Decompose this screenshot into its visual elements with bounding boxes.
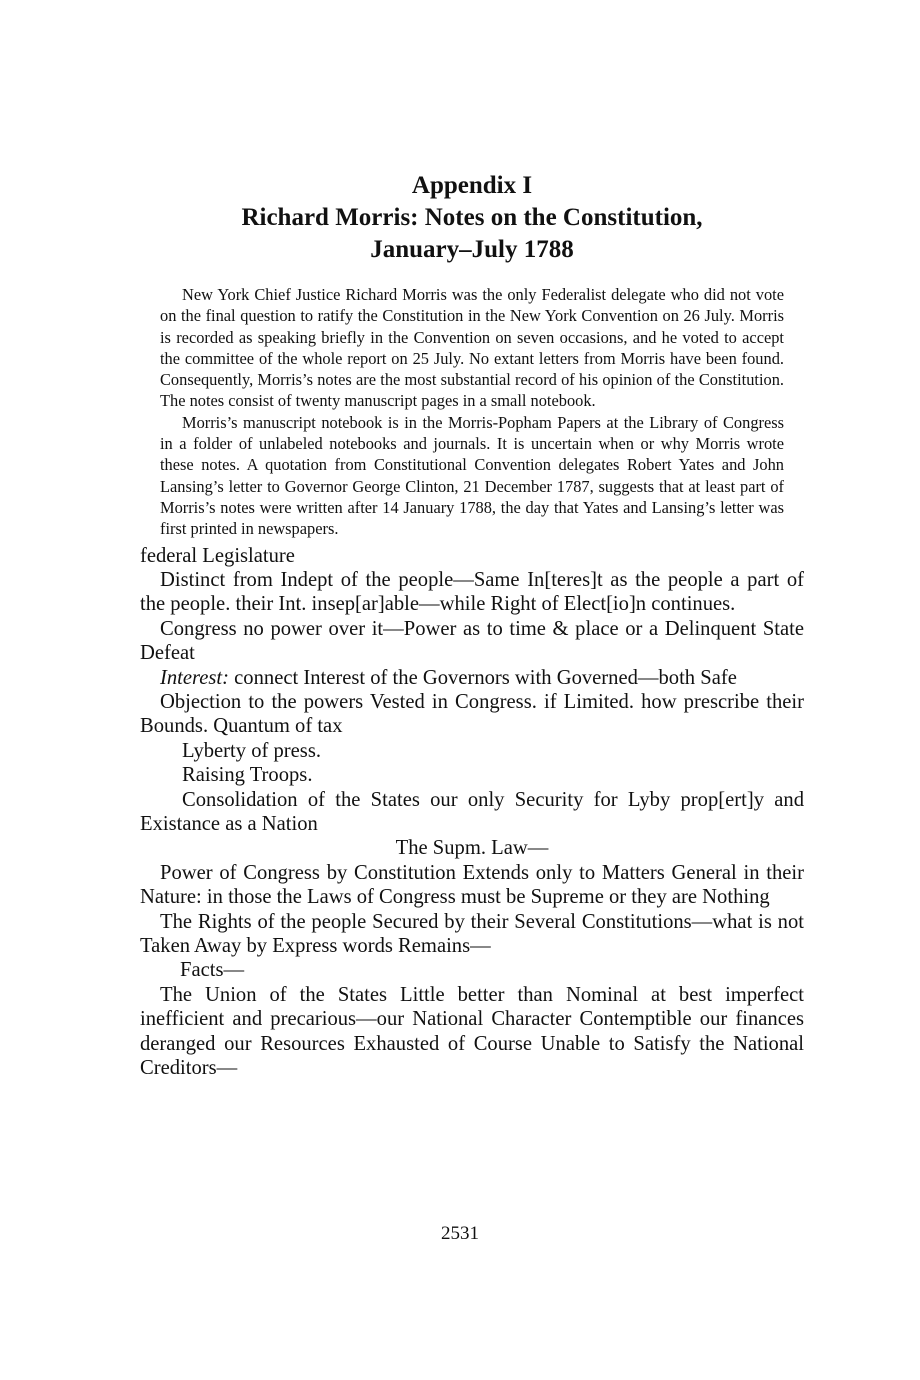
document-page	[140, 170, 804, 1081]
notes-paragraph: Consolidation of the States our only Security for Lyby prop[ert]y and Existance as a Nation	[140, 788, 804, 836]
notes-paragraph: Objection to the powers Vested in Congress. if Limited. how prescribe their Bounds. Quantum of tax	[140, 691, 804, 738]
intro-paragraph: New York Chief Justice Richard Morris was the only Federalist delegate who did not vote on the final question to ratify the Constitution in the New York Convention on 26 July. Morris is recorded as speaking briefly in the Convention on seven occasions, and he voted to accept the committee of the whole report on 25 July. No extant letters from Morris have been found. Consequently, Morris’s notes are the most substantial record of his opinion of the Constitution. The notes consist of twenty manuscript pages in a small notebook.	[160, 285, 784, 411]
appendix-heading	[140, 170, 804, 266]
appendix-date-range: January–July 1788	[370, 236, 574, 263]
morris-notes	[140, 544, 804, 1081]
notes-paragraph: Power of Congress by Constitution Extends only to Matters General in their Nature: in those the Laws of Congress must be Supreme or they are Nothing	[140, 861, 804, 909]
interest-text: connect Interest of the Governors with Governed—both Safe	[229, 666, 737, 689]
page-number: 2531	[441, 1223, 479, 1244]
appendix-title: Appendix I	[411, 172, 533, 199]
notes-subheading: The Supm. Law—	[395, 837, 549, 860]
interest-label: Interest:	[160, 666, 230, 689]
appendix-subtitle: Richard Morris: Notes on the Constitution,	[241, 204, 703, 231]
notes-paragraph: Congress no power over it—Power as to time & place or a Delinquent State Defeat	[140, 617, 804, 665]
editorial-introduction	[160, 284, 784, 540]
notes-paragraph: The Rights of the people Secured by their Several Constitutions—what is not Taken Away by Express words Remains—	[140, 910, 804, 958]
intro-paragraph: Morris’s manuscript notebook is in the Morris-Popham Papers at the Library of Congress in a folder of unlabeled notebooks and journals. It is uncertain when or why Morris wrote these notes. A quotation from Constitutional Convention delegates Robert Yates and John Lansing’s letter to Governor George Clinton, 21 December 1787, suggests that at least part of Morris’s notes were written after 14 January 1788, the day that Yates and Lansing’s letter was first printed in newspapers.	[160, 412, 784, 539]
notes-list-item: Raising Troops.	[182, 764, 313, 787]
notes-list-item: Lyberty of press.	[182, 739, 321, 762]
notes-paragraph	[140, 666, 804, 690]
notes-paragraph: The Union of the States Little better than Nominal at best imperfect inefficient and precarious—our National Character Contemptible our finances deranged our Resources Exhausted of Course Unable to Satisfy the National Creditors—	[140, 983, 804, 1080]
notes-paragraph: Distinct from Indept of the people—Same In[teres]t as the people a part of the people. their Int. insep[ar]able—while Right of Elect[io]n continues.	[140, 568, 804, 616]
notes-section-heading: federal Legislature	[140, 544, 295, 567]
notes-subheading: Facts—	[180, 959, 245, 982]
